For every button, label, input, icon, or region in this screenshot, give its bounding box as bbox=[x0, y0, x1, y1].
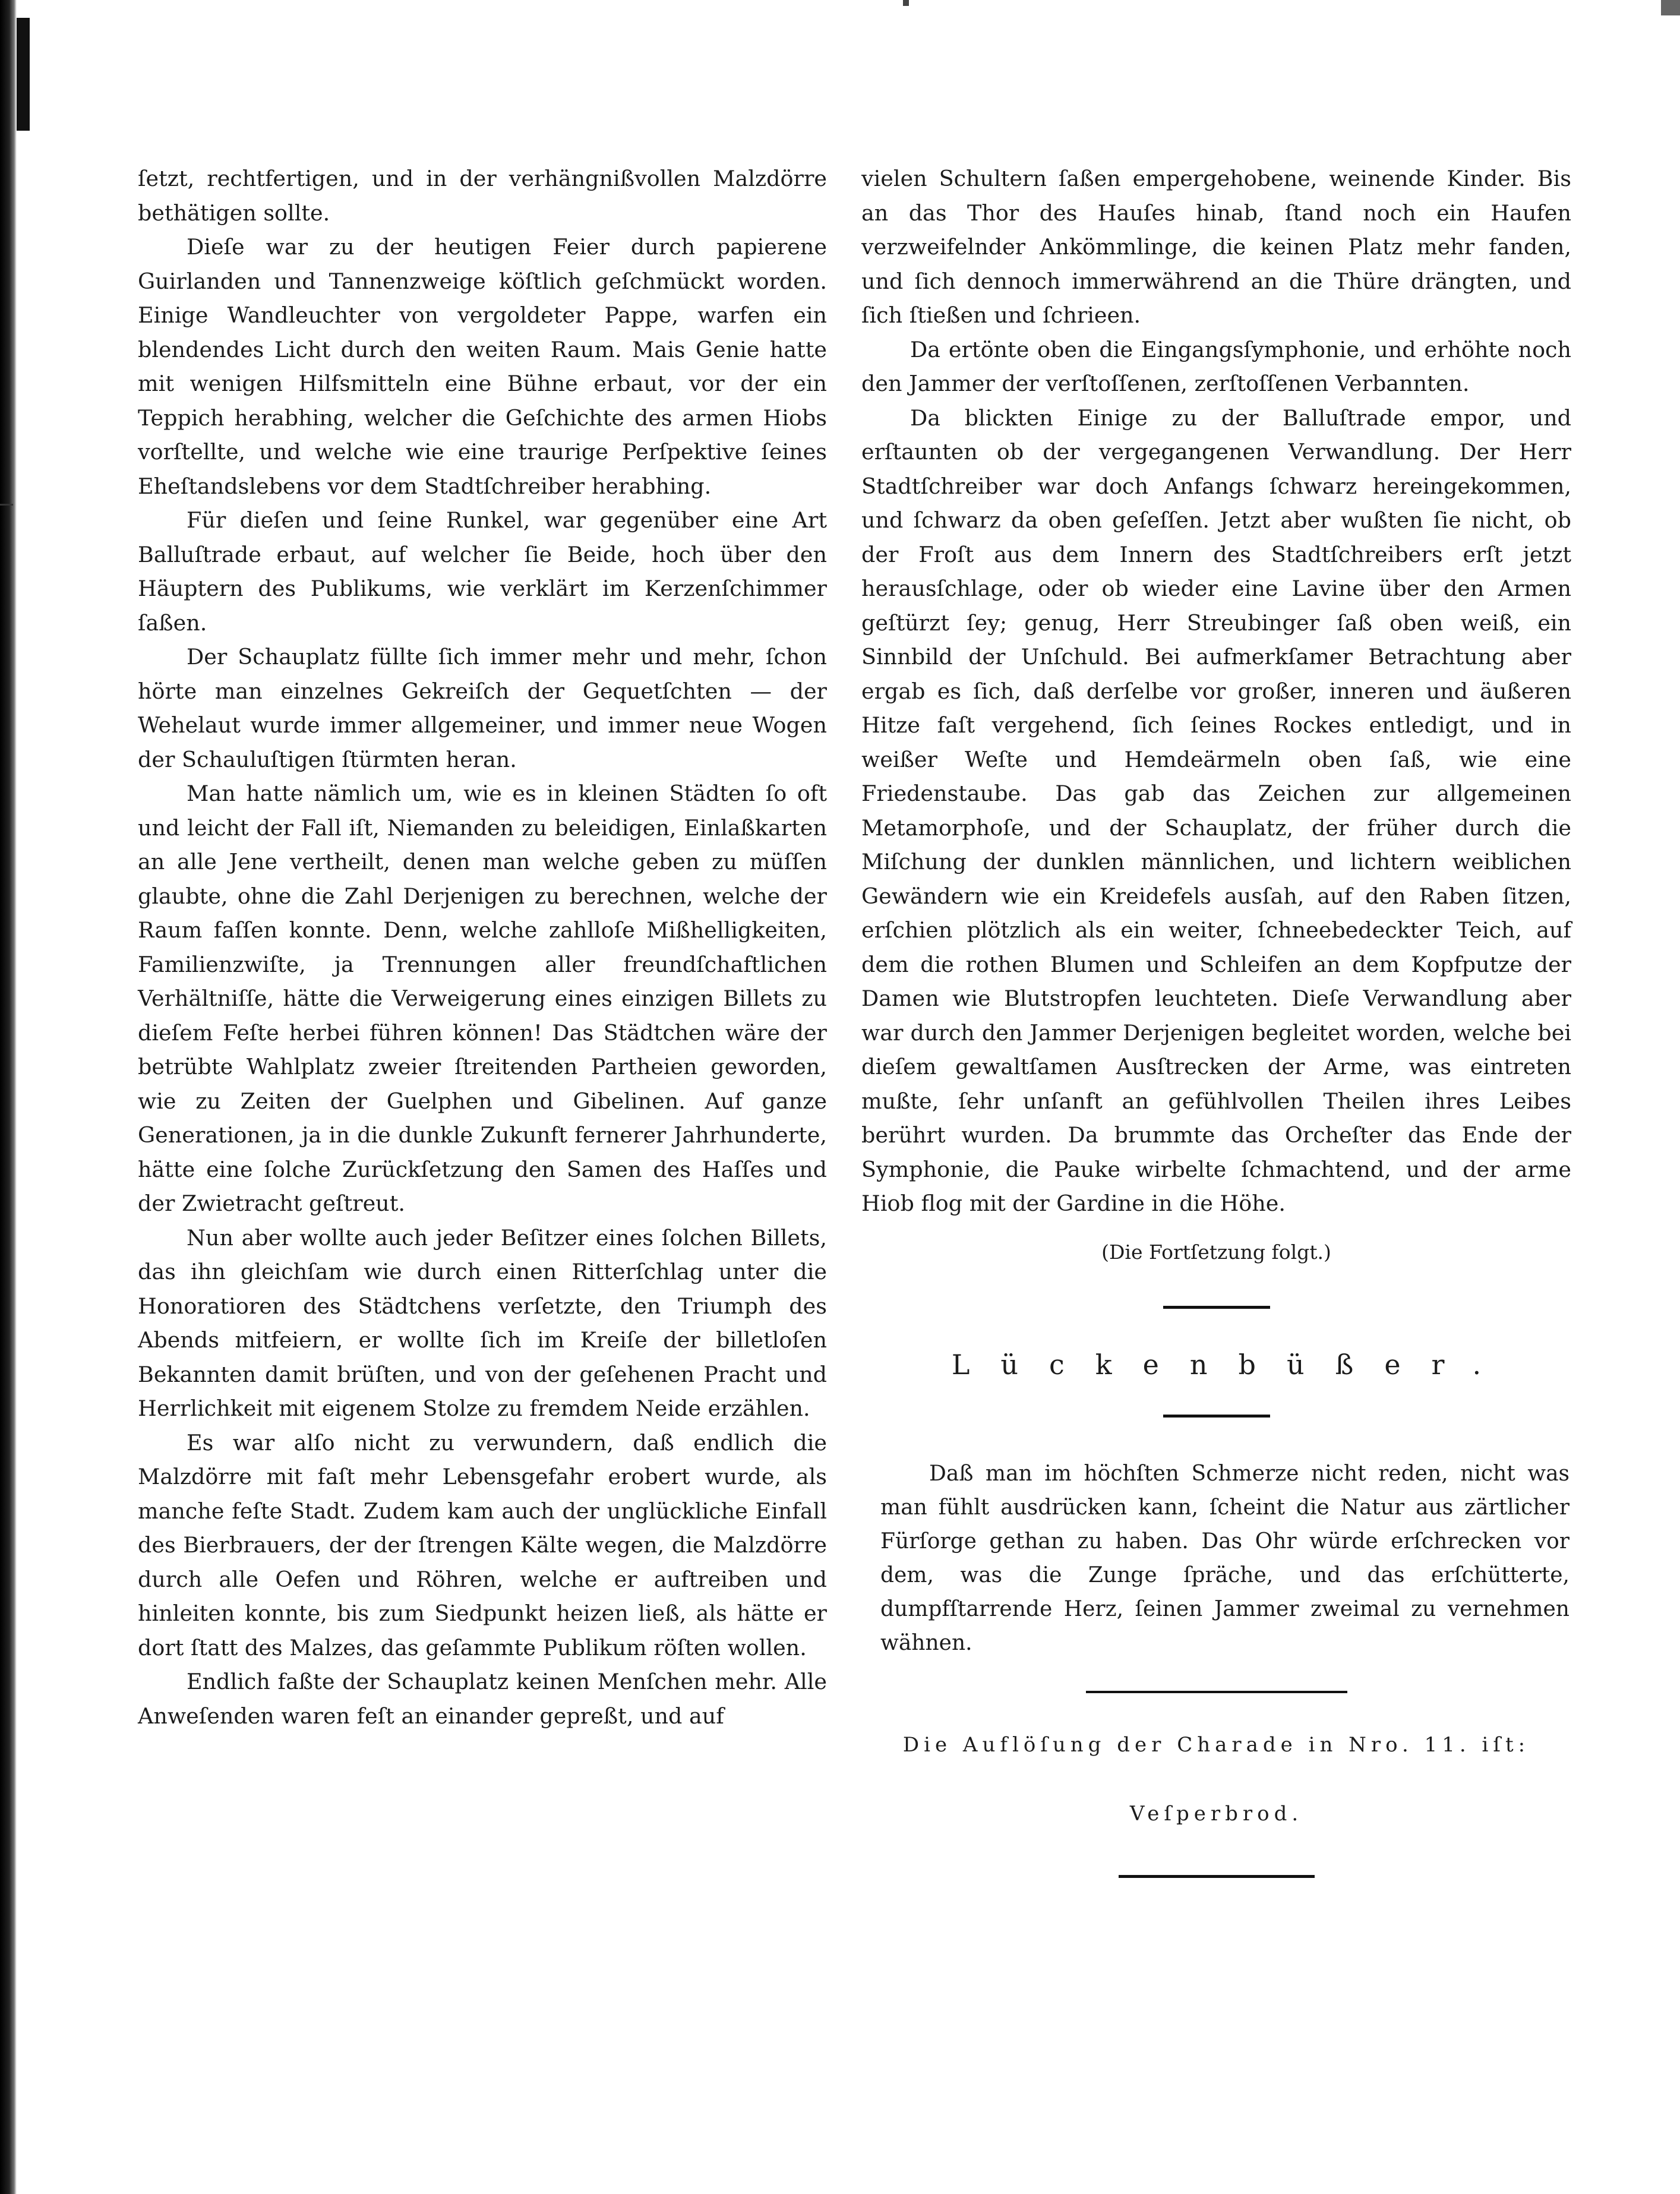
paragraph: Nun aber wollte auch jeder Beſitzer eines ſolchen Billets, das ihn gleichſam wie durch einen Ritterſchlag unter die Honoratioren des Städtchens verſetzte, den Triumph des Abends mitfeiern, er wollte ſich im Kreiſe der billetloſen Bekannten damit brüſten, und von der geſehenen Pracht und Herrlichkeit mit eigenem Stolze zu fremdem Neide erzählen. bbox=[138, 1224, 827, 1421]
end-rule bbox=[1119, 1875, 1315, 1878]
filler-paragraph: Daß man im höchſten Schmerze nicht reden, nicht was man fühlt ausdrücken kann, ſcheint die Natur aus zärtlicher Fürſorge gethan zu haben. Das Ohr würde erſchrecken vor dem, was die Zunge ſpräche, und das erſchütterte, dumpfſtarrende Herz, ſeinen Jammer zweimal zu vernehmen wähnen. bbox=[880, 1461, 1570, 1655]
paragraph: Dieſe war zu der heutigen Feier durch papierene Guirlanden und Tannenzweige köſtlich geſchmückt worden. Einige Wandleuchter von vergoldeter Pappe, warfen ein blendendes Licht durch den weiten Raum. Mais Genie hatte mit wenigen Hilfsmitteln eine Bühne erbaut, vor der ein Teppich herabhing, welcher die Geſchichte des armen Hiobs vorſtellte, und welche wie eine traurige Perſpektive ſeines Eheſtandslebens vor dem Stadtſchreiber herabhing. bbox=[138, 234, 827, 499]
paragraph: Für dieſen und ſeine Runkel, war gegenüber eine Art Balluſtrade erbaut, auf welcher ſie Beide, hoch über den Häuptern des Publikums, wie verklärt im Kerzenſchimmer ſaßen. bbox=[138, 507, 827, 636]
section-divider bbox=[1163, 1306, 1270, 1309]
scan-margin-tick bbox=[0, 504, 13, 506]
paragraph: ſetzt, rechtfertigen, und in der verhängnißvollen Malzdörre bethätigen sollte. bbox=[138, 166, 827, 226]
paragraph: Da ertönte oben die Eingangsſymphonie, und erhöhte noch den Jammer der verſtoſſenen, zerſtoſſenen Verbannten. bbox=[861, 336, 1571, 396]
right-column bbox=[861, 162, 1571, 1878]
paragraph: vielen Schultern ſaßen empergehobene, weinende Kinder. Bis an das Thor des Hauſes hinab, ſtand noch ein Haufen verzweifelnder Ankömmlinge, die keinen Platz mehr fanden, und ſich dennoch immerwährend an die Thüre drängten, und ſich ſtießen und ſchrieen. bbox=[861, 166, 1571, 328]
charade-solution-line: Die Auflöſung der Charade in Nro. 11. iſt: bbox=[902, 1733, 1530, 1757]
continued-note: (Die Fortſetzung folgt.) bbox=[1101, 1240, 1331, 1264]
scan-binding-edge bbox=[0, 0, 17, 2194]
section-divider bbox=[1086, 1691, 1347, 1693]
charade-solution-answer: Veſperbrod. bbox=[1129, 1802, 1303, 1826]
paragraph: Endlich faßte der Schauplatz keinen Menſchen mehr. Alle Anweſenden waren feſt an einander gepreßt, und auf bbox=[138, 1669, 827, 1729]
scan-speck bbox=[903, 0, 909, 6]
scan-corner-mark bbox=[1661, 0, 1680, 15]
left-column bbox=[138, 162, 827, 1733]
paragraph: Der Schauplatz füllte ſich immer mehr und mehr, ſchon hörte man einzelnes Gekreiſch der Gequetſchten — der Wehelaut wurde immer allgemeiner, und immer neue Wogen der Schauluſtigen ſtürmten heran. bbox=[138, 644, 827, 772]
paragraph: Da blickten Einige zu der Balluſtrade empor, und erſtaunten ob der vergegangenen Verwandlung. Der Herr Stadtſchreiber war doch Anfangs ſchwarz hereingekommen, und ſchwarz da oben geſeſſen. Jetzt aber wußten ſie nicht, ob der Froſt aus dem Innern des Stadtſchreibers erſt jetzt herausſchlage, oder ob wieder eine Lavine über den Armen geſtürzt ſey; genug, Herr Streubinger ſaß oben weiß, ein Sinnbild der Unſchuld. Bei aufmerkſamer Betrachtung aber ergab es ſich, daß derſelbe vor großer, inneren und äußeren Hitze faſt vergehend, ſich ſeines Rockes entledigt, und in weißer Weſte und Hemdeärmeln oben ſaß, wie eine Friedenstaube. Das gab das Zeichen zur allgemeinen Metamorphoſe, und der Schauplatz, der früher durch die Miſchung der dunklen männlichen, und lichtern weiblichen Gewändern wie ein Kreidefels ausſah, auf den Raben ſitzen, erſchien plötzlich als ein weiter, ſchneebedeckter Teich, auf dem die rothen Blumen und Schleifen an dem Kopfputze der Damen wie Blutstropfen leuchteten. Dieſe Verwandlung aber war durch den Jammer Derjenigen begleitet worden, welche bei dieſem gewaltſamen Ausſtrecken der Arme, was eintreten mußte, ſehr unſanft an gefühlvollen Theilen ihres Leibes berührt wurden. Da brummte das Orcheſter das Ende der Symphonie, die Pauke wirbelte ſchmachtend, und der arme Hiob flog mit der Gardine in die Höhe. bbox=[861, 405, 1571, 1216]
filler-heading: Lückenbüßer. bbox=[951, 1349, 1512, 1381]
paragraph: Man hatte nämlich um, wie es in kleinen Städten ſo oft und leicht der Fall iſt, Niemanden zu beleidigen, Einlaßkarten an alle Jene vertheilt, denen man welche geben zu müſſen glaubte, ohne die Zahl Derjenigen zu berechnen, welche der Raum faſſen konnte. Denn, welche zahlloſe Mißhelligkeiten, Familienzwiſte, ja Trennungen aller freundſchaftlichen Verhältniſſe, hätte die Verweigerung eines einzigen Billets zu dieſem Feſte herbei führen können! Das Städtchen wäre der betrübte Wahlplatz zweier ſtreitenden Partheien geworden, wie zu Zeiten der Guelphen und Gibelinen. Auf ganze Generationen, ja in die dunkle Zukunft fernerer Jahrhunderte, hätte eine ſolche Zurückſetzung den Samen des Haſſes und der Zwietracht geſtreut. bbox=[138, 781, 827, 1216]
paragraph: Es war alſo nicht zu verwundern, daß endlich die Malzdörre mit faſt mehr Lebensgefahr erobert wurde, als manche feſte Stadt. Zudem kam auch der unglückliche Einfall des Bierbrauers, der der ſtrengen Kälte wegen, die Malzdörre durch alle Oefen und Röhren, welche er auftreiben und hinleiten konnte, bis zum Siedpunkt heizen ließ, als hätte er dort ſtatt des Malzes, das geſammte Publikum röſten wollen. bbox=[138, 1429, 827, 1661]
heading-underline bbox=[1163, 1415, 1270, 1418]
scan-binding-mark bbox=[17, 18, 30, 131]
